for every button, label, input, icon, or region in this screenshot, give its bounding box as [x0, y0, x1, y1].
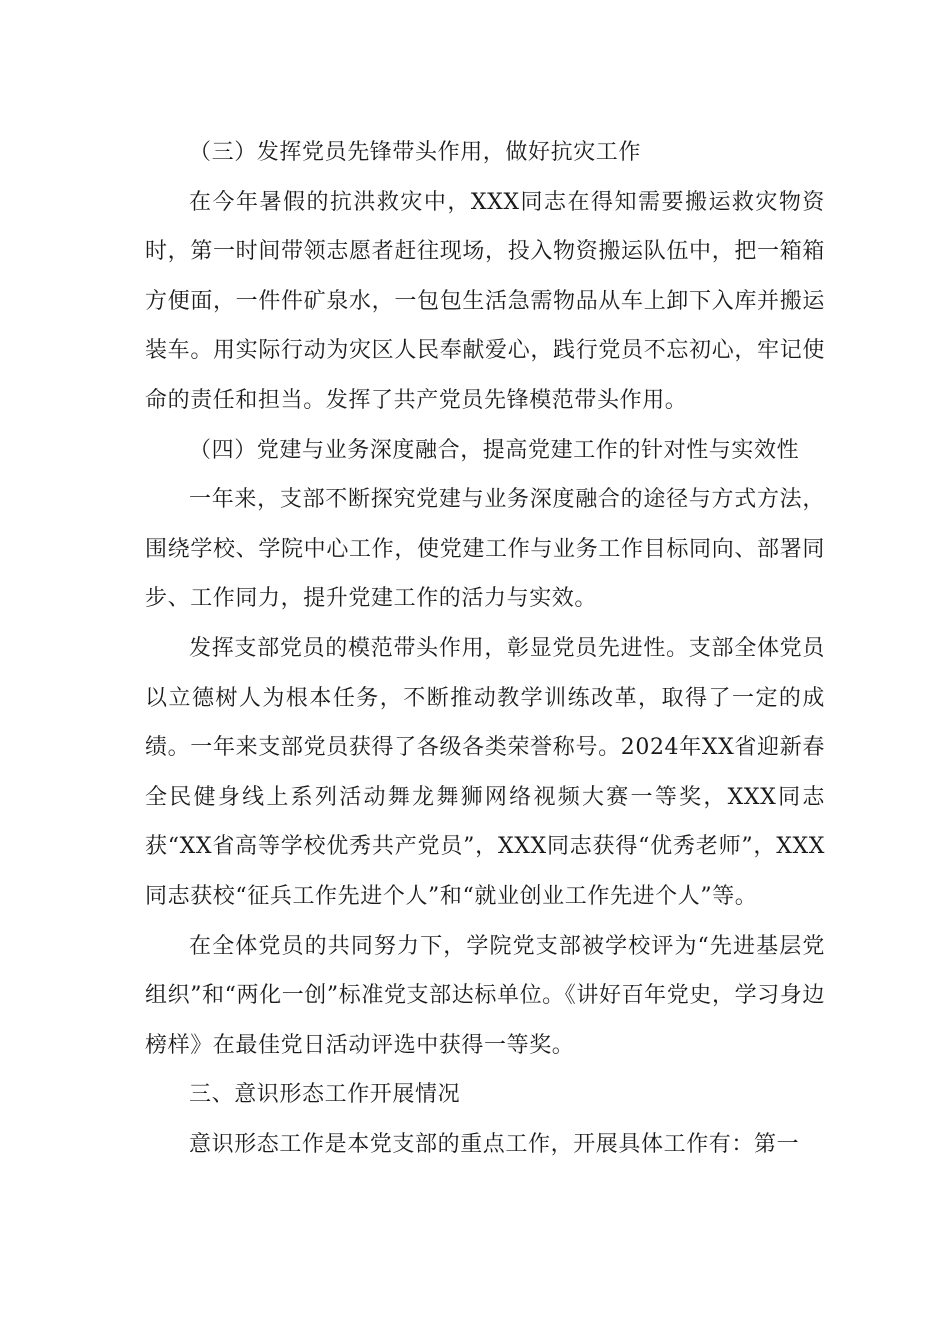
paragraph: 在全体党员的共同努力下，学院党支部被学校评为“先进基层党组织”和“两化一创”标准党支部达标单位。《讲好百年党史，学习身边榜样》在最佳党日活动评选中获得一等奖。 — [145, 933, 825, 1058]
section-heading: 三、意识形态工作开展情况 — [189, 1082, 461, 1108]
section-heading: （三）发挥党员先锋带头作用，做好抗灾工作 — [189, 140, 642, 165]
paragraph: 在今年暑假的抗洪救灾中，XXX同志在得知需要搬运救灾物资时，第一时间带领志愿者赶往现场，投入物资搬运队伍中，把一箱箱方便面，一件件矿泉水，一包包生活急需物品从车上卸下入库并搬运装车。用实际行动为灾区人民奉献爱心，践行党员不忘初心，牢记使命的责任和担当。发挥了共产党员先锋模范带头作用。 — [145, 189, 825, 413]
paragraph: 意识形态工作是本党支部的重点工作，开展具体工作有：第一 — [189, 1131, 800, 1157]
paragraph: 一年来，支部不断探究党建与业务深度融合的途径与方式方法，围绕学校、学院中心工作，使党建工作与业务工作目标同向、部署同步、工作同力，提升党建工作的活力与实效。 — [145, 487, 825, 612]
paragraph: 发挥支部党员的模范带头作用，彰显党员先进性。支部全体党员以立德树人为根本任务，不断推动教学训练改革，取得了一定的成绩。一年来支部党员获得了各级各类荣誉称号。2024年XX省迎新春全民健身线上系列活动舞龙舞狮网络视频大赛一等奖，XXX同志获“XX省高等学校优秀共产党员”，XXX同志获得“优秀老师”，XXX同志获校“征兵工作先进个人”和“就业创业工作先进个人”等。 — [145, 635, 825, 909]
section-heading: （四）党建与业务深度融合，提高党建工作的针对性与实效性 — [189, 437, 800, 463]
document-body — [145, 128, 825, 1169]
